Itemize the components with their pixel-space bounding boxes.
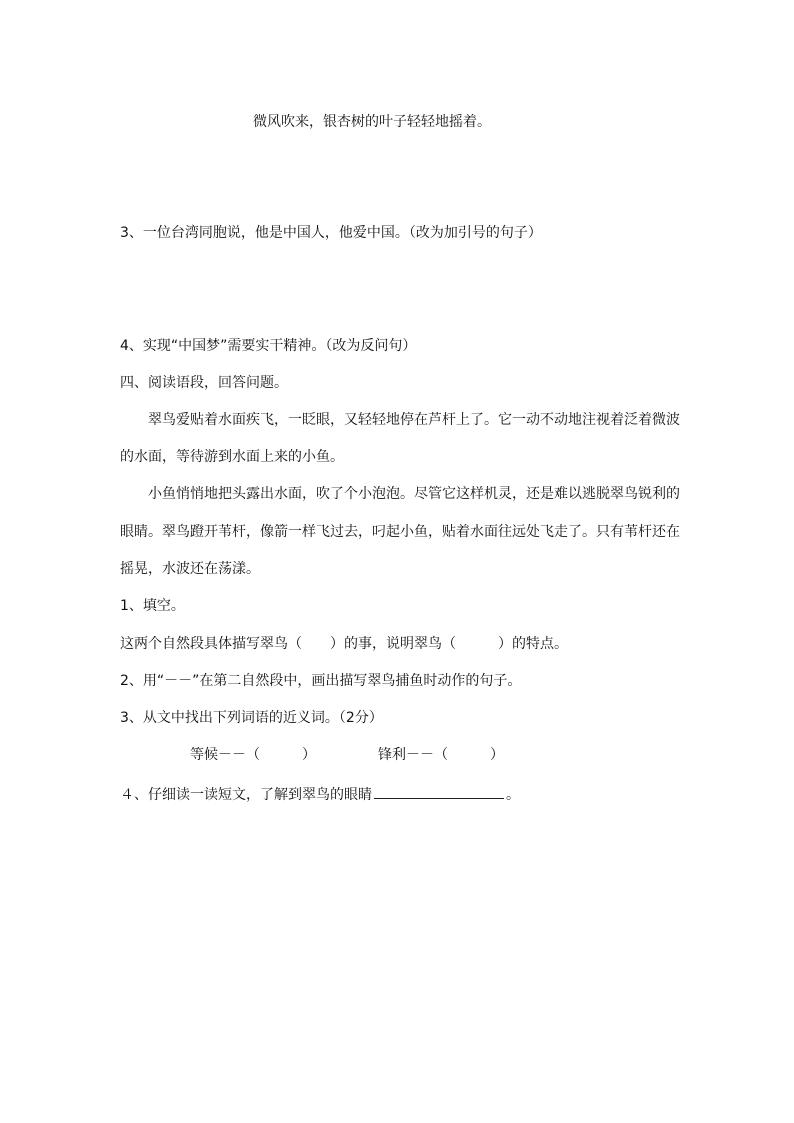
question-3: 3、一位台湾同胞说，他是中国人，他爱中国。（改为加引号的句子） xyxy=(120,225,542,241)
sub-question-3: 3、从文中找出下列词语的近义词。（2分） xyxy=(120,710,383,726)
paragraph-2-line-2: 眼睛。翠鸟蹬开苇杆，像箭一样飞过去，叼起小鱼，贴着水面往远处飞走了。只有苇杆还在 xyxy=(120,524,680,540)
sub-question-1-title: 1、填空。 xyxy=(120,598,185,614)
paragraph-1-line-1: 翠鸟爱贴着水面疾飞，一眨眼，又轻轻地停在芦杆上了。它一动不动地注视着泛着微波 xyxy=(148,412,680,428)
sub-question-4-suffix: 。 xyxy=(506,787,520,803)
paragraph-1-line-2: 的水面，等待游到水面上来的小鱼。 xyxy=(120,449,344,465)
paragraph-2-line-3: 摇晃，水波还在荡漾。 xyxy=(120,561,260,577)
sub-question-4 xyxy=(120,784,520,804)
sub-question-4-prefix: ４、仔细读一读短文，了解到翠鸟的眼睛 xyxy=(120,787,372,803)
sub-question-1-text: 这两个自然段具体描写翠鸟（ ）的事，说明翠鸟（ ）的特点。 xyxy=(120,636,568,652)
synonym-item-1: 等候－－（ ） xyxy=(190,747,316,763)
synonym-item-2: 锋利－－（ ） xyxy=(378,747,504,763)
answer-blank[interactable] xyxy=(374,784,504,799)
example-sentence: 微风吹来，银杏树的叶子轻轻地摇着。 xyxy=(253,114,491,130)
paragraph-2-line-1: 小鱼悄悄地把头露出水面，吹了个小泡泡。尽管它这样机灵，还是难以逃脱翠鸟锐利的 xyxy=(148,486,680,502)
question-4: 4、实现“中国梦”需要实干精神。（改为反问句） xyxy=(120,338,417,354)
sub-question-2: 2、用“－－”在第二自然段中，画出描写翠鸟捕鱼时动作的句子。 xyxy=(120,673,522,689)
section-4-title: 四、阅读语段，回答问题。 xyxy=(120,375,288,391)
